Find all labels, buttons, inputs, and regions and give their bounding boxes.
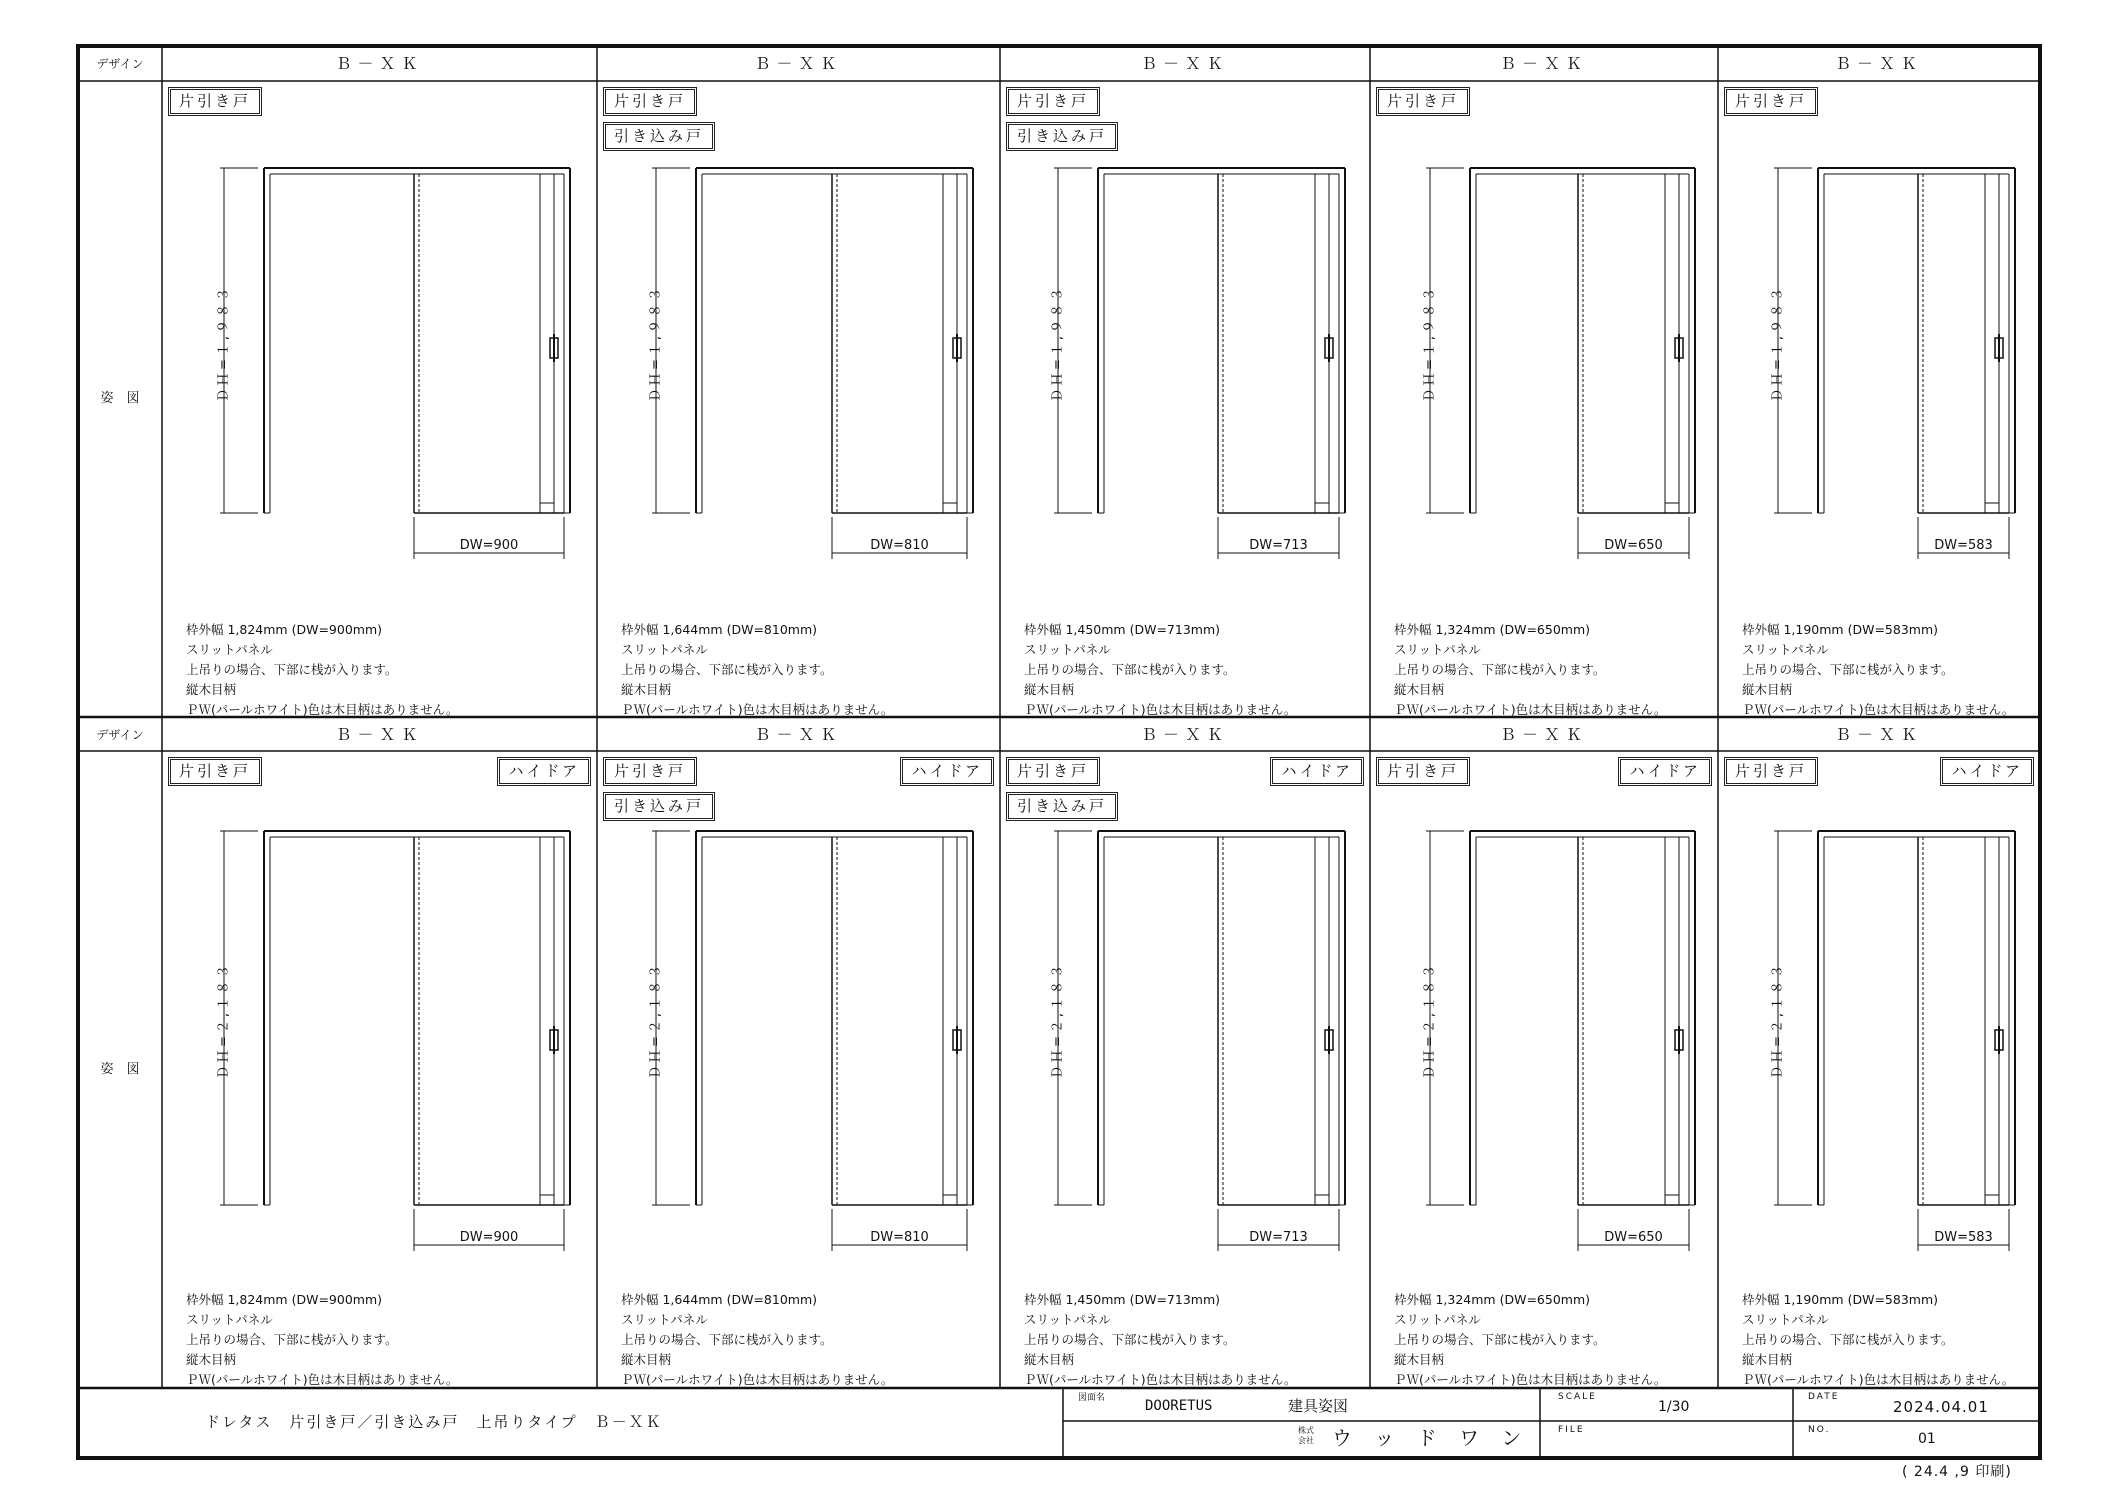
- row-label-elevation: 姿 図: [100, 1061, 140, 1077]
- dw-dimension-label: DW=900: [459, 1230, 519, 1245]
- dw-dimension-label: DW=583: [1934, 538, 1993, 553]
- tag-sliding-door: 片引き戸: [168, 757, 262, 786]
- tag-sliding-door: 片引き戸: [1376, 87, 1470, 116]
- tag-sliding-door: 片引き戸: [1006, 757, 1100, 786]
- spec-note: 枠外幅 1,644mm (DW=810mm): [621, 1292, 818, 1307]
- no-value: 01: [1918, 1431, 1936, 1447]
- spec-note: スリットパネル: [621, 642, 708, 657]
- spec-note: ＰＷ(パールホワイト)色は木目柄はありません。: [1024, 1372, 1297, 1387]
- company-prefix: 株式 会社: [1298, 1426, 1314, 1445]
- spec-note: 上吊りの場合、下部に桟が入ります。: [621, 1332, 833, 1347]
- design-code: Ｂ－ＸＫ: [1140, 54, 1229, 73]
- spec-note: スリットパネル: [1742, 642, 1829, 657]
- tag-high-door: ハイドア: [900, 757, 994, 786]
- spec-note: スリットパネル: [621, 1312, 708, 1327]
- design-code: Ｂ－ＸＫ: [1499, 54, 1588, 73]
- tag-pocket-door: 引き込み戸: [1006, 122, 1118, 151]
- dh-dimension-label: ＤＨ=２,１８３: [216, 961, 232, 1080]
- outer-border: [78, 46, 2040, 1458]
- tag-pocket-door: 引き込み戸: [1006, 792, 1118, 821]
- dh-dimension-label: ＤＨ=１,９８３: [1770, 284, 1786, 402]
- spec-note: 上吊りの場合、下部に桟が入ります。: [1024, 1332, 1236, 1347]
- design-code: Ｂ－ＸＫ: [754, 725, 843, 744]
- dh-dimension-label: ＤＨ=２,１８３: [1050, 961, 1066, 1080]
- spec-note: スリットパネル: [1394, 1312, 1481, 1327]
- dw-dimension-label: DW=583: [1934, 1230, 1993, 1245]
- drawing-name-label: 図面名: [1078, 1393, 1106, 1403]
- dh-dimension-label: ＤＨ=１,９８３: [216, 284, 232, 402]
- row-label-design: デザイン: [96, 728, 144, 742]
- spec-note: 上吊りの場合、下部に桟が入ります。: [1394, 662, 1606, 677]
- spec-note: 枠外幅 1,644mm (DW=810mm): [621, 622, 818, 637]
- drawing-title: ドレタス 片引き戸／引き込み戸 上吊りタイプ Ｂ－ＸＫ: [205, 1413, 663, 1431]
- spec-note: ＰＷ(パールホワイト)色は木目柄はありません。: [186, 1372, 459, 1387]
- spec-note: 枠外幅 1,824mm (DW=900mm): [186, 622, 383, 637]
- spec-note: スリットパネル: [1024, 1312, 1111, 1327]
- spec-note: 縦木目柄: [1394, 682, 1445, 697]
- spec-note: 縦木目柄: [1024, 1352, 1075, 1367]
- spec-note: スリットパネル: [186, 642, 273, 657]
- spec-note: 縦木目柄: [621, 682, 672, 697]
- design-code: Ｂ－ＸＫ: [1834, 54, 1923, 73]
- spec-note: 縦木目柄: [186, 682, 237, 697]
- spec-note: 上吊りの場合、下部に桟が入ります。: [1742, 1332, 1954, 1347]
- spec-note: 上吊りの場合、下部に桟が入ります。: [186, 1332, 398, 1347]
- spec-note: 上吊りの場合、下部に桟が入ります。: [1024, 662, 1236, 677]
- scale-value: 1/30: [1658, 1399, 1690, 1415]
- date-label: DATE: [1808, 1392, 1840, 1402]
- row-label-design: デザイン: [96, 57, 144, 71]
- spec-note: 上吊りの場合、下部に桟が入ります。: [186, 662, 398, 677]
- spec-note: スリットパネル: [1742, 1312, 1829, 1327]
- dh-dimension-label: ＤＨ=１,９８３: [1050, 284, 1066, 402]
- design-code: Ｂ－ＸＫ: [1140, 725, 1229, 744]
- tag-pocket-door: 引き込み戸: [603, 792, 715, 821]
- spec-note: 上吊りの場合、下部に桟が入ります。: [621, 662, 833, 677]
- dh-dimension-label: ＤＨ=１,９８３: [648, 284, 664, 402]
- spec-note: 枠外幅 1,450mm (DW=713mm): [1024, 622, 1221, 637]
- design-code: Ｂ－ＸＫ: [335, 725, 424, 744]
- spec-note: 枠外幅 1,450mm (DW=713mm): [1024, 1292, 1221, 1307]
- tag-sliding-door: 片引き戸: [1376, 757, 1470, 786]
- scale-label: SCALE: [1558, 1392, 1597, 1402]
- file-label: FILE: [1558, 1425, 1585, 1435]
- spec-note: ＰＷ(パールホワイト)色は木目柄はありません。: [1742, 702, 2015, 717]
- tag-sliding-door: 片引き戸: [1724, 757, 1818, 786]
- spec-note: ＰＷ(パールホワイト)色は木目柄はありません。: [621, 702, 894, 717]
- print-note: ( 24.4 ,9 印刷): [1902, 1464, 2012, 1480]
- spec-note: 枠外幅 1,324mm (DW=650mm): [1394, 622, 1591, 637]
- design-code: Ｂ－ＸＫ: [1499, 725, 1588, 744]
- tag-sliding-door: 片引き戸: [1724, 87, 1818, 116]
- design-code: Ｂ－ＸＫ: [335, 54, 424, 73]
- dw-dimension-label: DW=713: [1249, 1230, 1308, 1245]
- spec-note: 縦木目柄: [621, 1352, 672, 1367]
- tag-high-door: ハイドア: [1618, 757, 1712, 786]
- spec-note: 上吊りの場合、下部に桟が入ります。: [1394, 1332, 1606, 1347]
- dw-dimension-label: DW=650: [1604, 1230, 1663, 1245]
- spec-note: スリットパネル: [1394, 642, 1481, 657]
- drawing-name-1: DOORETUS: [1145, 1398, 1213, 1414]
- tag-high-door: ハイドア: [1940, 757, 2034, 786]
- tag-sliding-door: 片引き戸: [168, 87, 262, 116]
- spec-note: 枠外幅 1,190mm (DW=583mm): [1742, 622, 1939, 637]
- dh-dimension-label: ＤＨ=２,１８３: [1770, 961, 1786, 1080]
- spec-note: スリットパネル: [186, 1312, 273, 1327]
- spec-note: ＰＷ(パールホワイト)色は木目柄はありません。: [1394, 702, 1667, 717]
- spec-note: 縦木目柄: [1024, 682, 1075, 697]
- design-code: Ｂ－ＸＫ: [1834, 725, 1923, 744]
- tag-sliding-door: 片引き戸: [1006, 87, 1100, 116]
- design-code: Ｂ－ＸＫ: [754, 54, 843, 73]
- spec-note: ＰＷ(パールホワイト)色は木目柄はありません。: [1394, 1372, 1667, 1387]
- tag-pocket-door: 引き込み戸: [603, 122, 715, 151]
- dw-dimension-label: DW=650: [1604, 538, 1663, 553]
- spec-note: 枠外幅 1,824mm (DW=900mm): [186, 1292, 383, 1307]
- spec-note: ＰＷ(パールホワイト)色は木目柄はありません。: [1024, 702, 1297, 717]
- spec-note: ＰＷ(パールホワイト)色は木目柄はありません。: [186, 702, 459, 717]
- row-label-elevation: 姿 図: [100, 391, 140, 406]
- spec-note: 縦木目柄: [1742, 682, 1793, 697]
- dh-dimension-label: ＤＨ=２,１８３: [648, 961, 664, 1080]
- tag-sliding-door: 片引き戸: [603, 87, 697, 116]
- drawing-name-2: 建具姿図: [1288, 1397, 1349, 1415]
- spec-note: 縦木目柄: [186, 1352, 237, 1367]
- tag-high-door: ハイドア: [1270, 757, 1364, 786]
- spec-note: スリットパネル: [1024, 642, 1111, 657]
- spec-note: ＰＷ(パールホワイト)色は木目柄はありません。: [621, 1372, 894, 1387]
- dw-dimension-label: DW=900: [459, 538, 519, 553]
- spec-note: ＰＷ(パールホワイト)色は木目柄はありません。: [1742, 1372, 2015, 1387]
- company-name: ウ ッ ド ワ ン: [1332, 1426, 1530, 1450]
- no-label: NO.: [1808, 1425, 1831, 1435]
- dh-dimension-label: ＤＨ=１,９８３: [1422, 284, 1438, 402]
- dw-dimension-label: DW=713: [1249, 538, 1308, 553]
- dh-dimension-label: ＤＨ=２,１８３: [1422, 961, 1438, 1080]
- spec-note: 上吊りの場合、下部に桟が入ります。: [1742, 662, 1954, 677]
- spec-note: 枠外幅 1,190mm (DW=583mm): [1742, 1292, 1939, 1307]
- dw-dimension-label: DW=810: [870, 1230, 929, 1245]
- dw-dimension-label: DW=810: [870, 538, 929, 553]
- tag-high-door: ハイドア: [497, 757, 591, 786]
- tag-sliding-door: 片引き戸: [603, 757, 697, 786]
- spec-note: 縦木目柄: [1742, 1352, 1793, 1367]
- spec-note: 枠外幅 1,324mm (DW=650mm): [1394, 1292, 1591, 1307]
- spec-note: 縦木目柄: [1394, 1352, 1445, 1367]
- date-value: 2024.04.01: [1893, 1398, 1989, 1416]
